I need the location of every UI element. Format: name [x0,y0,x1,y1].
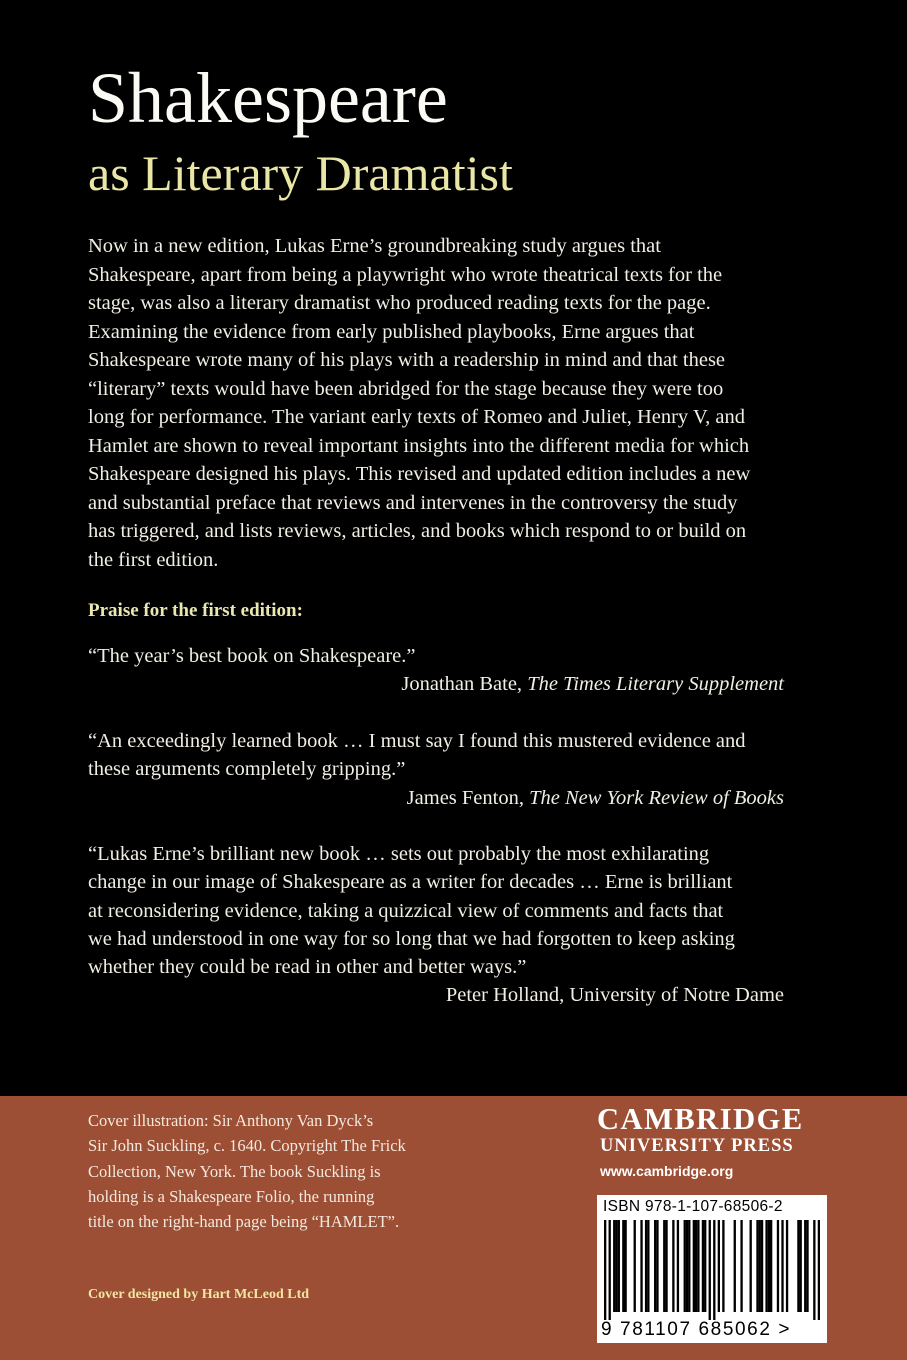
credit-line: Collection, New York. The book Suckling is [88,1161,381,1181]
blurb-line: and substantial preface that reviews and intervenes in the controversy the study [88,491,738,514]
barcode-bar [686,1220,688,1312]
publisher-press: UNIVERSITY PRESS [600,1135,794,1156]
quote-attribution [88,670,798,698]
barcode-bar [640,1220,642,1312]
barcode-bar [768,1220,770,1312]
barcode-bar [797,1220,799,1312]
barcode-bar [761,1220,763,1312]
barcode-bar [609,1220,611,1320]
blurb-line: Now in a new edition, Lukas Erne’s groundbreaking study argues that [88,235,661,257]
barcode-bar [740,1220,742,1312]
quote-author: Peter Holland, University of Notre Dame [445,984,784,1007]
isbn-label: ISBN 978-1-107-68506-2 [603,1198,783,1215]
quote-source: The Times Literary Supplement [527,673,784,696]
barcode-bar [618,1220,620,1312]
barcode-bar [709,1220,711,1320]
barcode [604,1220,820,1320]
publisher-name: CAMBRIDGE [597,1102,804,1136]
barcode-bar [718,1220,720,1312]
quote-line: we had understood in one way for so long that we had forgotten to keep asking [88,927,735,950]
barcode-bar [634,1220,636,1312]
blurb-line: long for performance. The variant early texts of Romeo and Juliet, Henry V, and [88,406,745,428]
quote-author: Jonathan Bate, [401,673,523,696]
quote-line: these arguments completely gripping.” [88,758,406,781]
quote-line: whether they could be read in other and better ways.” [88,956,527,979]
barcode-bar [786,1220,788,1312]
barcode-bar [813,1220,815,1320]
barcode-bar [677,1220,679,1312]
barcode-bar [647,1220,649,1312]
credit-line: title on the right-hand page being “HAMLET”. [88,1212,400,1232]
barcode-bar [800,1220,802,1312]
barcode-bar [656,1220,658,1312]
book-subtitle: as Literary Dramatist [88,145,513,201]
barcode-bar [777,1220,779,1312]
barcode-bar [688,1220,690,1312]
barcode-bar [765,1220,767,1312]
book-title: Shakespeare [88,58,448,138]
blurb-line: stage, was also a literary dramatist who produced reading texts for the page. [88,292,711,314]
blurb-line: Examining the evidence from early published playbooks, Erne argues that [88,320,695,343]
isbn-barcode-block [597,1195,827,1343]
barcode-bar [613,1220,615,1312]
barcode-digits: 9 781107 685062 > [601,1319,792,1340]
quote-line: “Lukas Erne’s brilliant new book … sets out probably the most exhilarating [88,843,710,865]
barcode-bar [702,1220,704,1312]
quote-source: The New York Review of Books [529,786,784,809]
publisher-website: www.cambridge.org [600,1162,734,1179]
barcode-bar [645,1220,647,1312]
barcode-bar [781,1220,783,1312]
credit-line: holding is a Shakespeare Folio, the running [88,1186,375,1206]
barcode-bar [713,1220,715,1320]
review-quote [88,727,798,812]
blurb [88,232,808,574]
barcode-bar [665,1220,667,1312]
barcode-bar [672,1220,674,1312]
blurb-line: Hamlet are shown to reveal important insights into the different media for which [88,434,750,457]
quote-line: “The year’s best book on Shakespeare.” [88,645,416,667]
quote-attribution [88,784,798,812]
barcode-bar [684,1220,686,1312]
quote-attribution [88,981,798,1009]
designer-credit: Cover designed by Hart McLeod Ltd [88,1287,310,1302]
blurb-line: the first edition. [88,548,219,571]
barcode-bar [622,1220,624,1312]
blurb-line: Shakespeare, apart from being a playwright who wrote theatrical texts for the [88,263,723,286]
blurb-line: Shakespeare wrote many of his plays with a readership in mind and that these [88,349,726,371]
barcode-bar [624,1220,626,1312]
barcode-bar [654,1220,656,1312]
quote-line: “An exceedingly learned book … I must say I found this mustered evidence and [88,730,746,752]
barcode-bar [759,1220,761,1312]
blurb-line: “literary” texts would have been abridged for the stage because they were too [88,377,724,400]
barcode-bar [750,1220,752,1312]
barcode-bar [697,1220,699,1312]
cover-credit [88,1108,458,1234]
credit-line: Cover illustration: Sir Anthony Van Dyck’s [88,1111,374,1130]
barcode-bar [818,1220,820,1320]
barcode-bar [770,1220,772,1312]
quote-line: at reconsidering evidence, taking a quizzical view of comments and facts that [88,899,724,922]
barcode-bar [663,1220,665,1312]
barcode-bar [704,1220,706,1312]
praise-heading: Praise for the first edition: [88,600,303,621]
barcode-bar [806,1220,808,1312]
barcode-bar [615,1220,617,1312]
quote-author: James Fenton, [406,786,524,809]
review-quote [88,642,798,699]
review-quote [88,840,798,1010]
barcode-bar [695,1220,697,1312]
credit-line: Sir John Suckling, c. 1640. Copyright The Frick [88,1136,406,1156]
barcode-bar [722,1220,724,1312]
barcode-bar [693,1220,695,1312]
barcode-bar [604,1220,606,1320]
publisher-logo [597,1104,804,1179]
footer-band [0,1096,907,1360]
blurb-line: Shakespeare designed his plays. This revised and updated edition includes a new [88,463,751,485]
blurb-line: has triggered, and lists reviews, articles, and books which respond to or build on [88,520,747,542]
barcode-bar [756,1220,758,1312]
barcode-bar [734,1220,736,1312]
quote-line: change in our image of Shakespeare as a writer for decades … Erne is brilliant [88,871,733,894]
barcode-bar [804,1220,806,1312]
